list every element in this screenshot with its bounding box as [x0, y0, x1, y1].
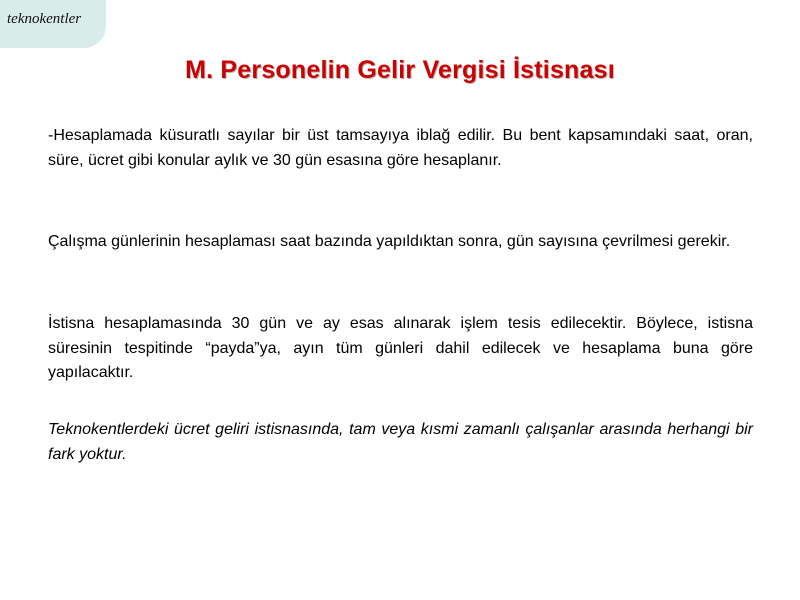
paragraph-part-time-note: Teknokentlerdeki ücret geliri istisnasında, tam veya kısmi zamanlı çalışanlar arasında herhangi bir fark yoktur.: [48, 421, 753, 463]
brand-tab: [0, 0, 106, 48]
slide-title: M. Personelin Gelir Vergisi İstisnası: [185, 56, 615, 84]
brand-label: teknokentler: [7, 11, 82, 27]
paragraph-exemption-calculation: İstisna hesaplamasında 30 gün ve ay esas alınarak işlem tesis edilecektir. Böylece, istisna süresinin tespitinde “payda”ya, ayın tüm günleri dahil edilecek ve hesaplama buna göre yapılacaktır.: [48, 315, 753, 381]
paragraph-working-days: Çalışma günlerinin hesaplaması saat bazında yapıldıktan sonra, gün sayısına çevrilmesi gerekir.: [48, 233, 731, 250]
paragraph-rounding: -Hesaplamada küsuratlı sayılar bir üst tamsayıya iblağ edilir. Bu bent kapsamındaki saat, oran, süre, ücret gibi konular aylık ve 30 gün esasına göre hesaplanır.: [48, 127, 753, 169]
